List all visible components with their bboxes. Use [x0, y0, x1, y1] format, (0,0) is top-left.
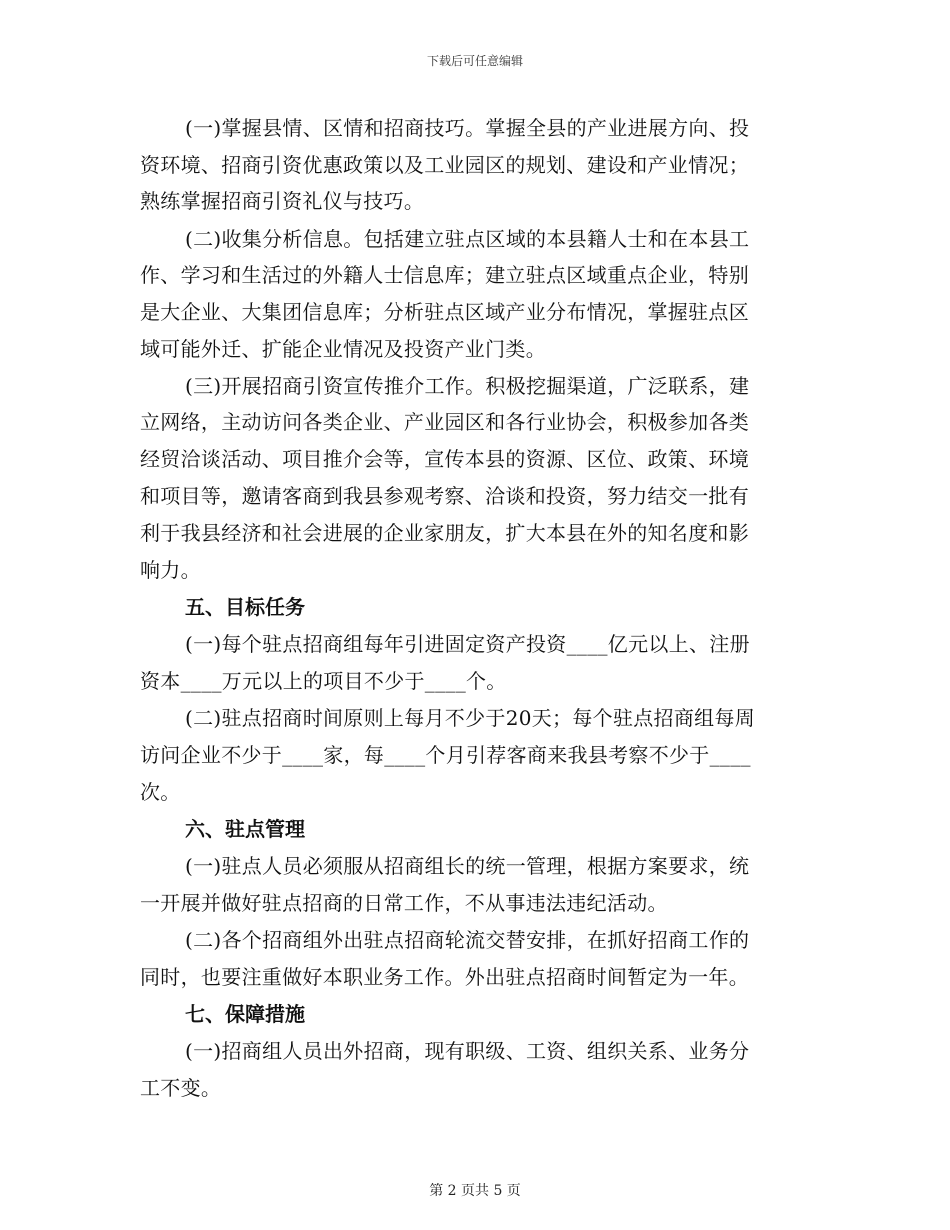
paragraph-line: 响力。	[140, 558, 201, 582]
paragraph-line: 和项目等，邀请客商到我县参观考察、洽谈和投资，努力结交一批有	[140, 484, 749, 508]
paragraph-line: 资本____万元以上的项目不少于____个。	[140, 669, 507, 693]
paragraph-line: 作、学习和生活过的外籍人士信息库；建立驻点区域重点企业，特别	[140, 263, 749, 287]
paragraph-line: 利于我县经济和社会进展的企业家朋友，扩大本县在外的知名度和影	[140, 521, 749, 545]
page-header: 下载后可任意编辑	[426, 54, 523, 68]
paragraph-line: 熟练掌握招商引资礼仪与技巧。	[140, 189, 425, 213]
paragraph-line: 一开展并做好驻点招商的日常工作，不从事违法违纪活动。	[140, 891, 668, 915]
paragraph-line: 是大企业、大集团信息库；分析驻点区域产业分布情况，掌握驻点区	[140, 300, 749, 324]
paragraph-line: 次。	[140, 780, 181, 804]
section-heading-targets: 五、目标任务	[185, 595, 305, 619]
paragraph-line: 经贸洽谈活动、项目推介会等，宣传本县的资源、区位、政策、环境	[140, 447, 749, 471]
paragraph-line: 资环境、招商引资优惠政策以及工业园区的规划、建设和产业情况；	[140, 153, 749, 177]
paragraph-line: 立网络，主动访问各类企业、产业园区和各行业协会，积极参加各类	[140, 410, 749, 434]
paragraph-line: 访问企业不少于____家，每____个月引荐客商来我县考察不少于____	[140, 743, 751, 767]
paragraph-line: 域可能外迁、扩能企业情况及投资产业门类。	[140, 337, 546, 361]
paragraph-line: (三)开展招商引资宣传推介工作。积极挖掘渠道，广泛联系，建	[185, 374, 750, 398]
paragraph-line: (二)各个招商组外出驻点招商轮流交替安排，在抓好招商工作的	[185, 928, 750, 952]
paragraph-line: (一)招商组人员出外招商，现有职级、工资、组织关系、业务分	[185, 1039, 750, 1063]
section-heading-safeguards: 七、保障措施	[185, 1002, 305, 1026]
paragraph-line: (一)掌握县情、区情和招商技巧。掌握全县的产业进展方向、投	[185, 116, 750, 140]
section-heading-management: 六、驻点管理	[185, 817, 305, 841]
paragraph-line: 工不变。	[140, 1076, 222, 1100]
paragraph-line: (二)驻点招商时间原则上每月不少于20天；每个驻点招商组每周	[185, 706, 756, 730]
paragraph-line: (一)驻点人员必须服从招商组长的统一管理，根据方案要求，统	[185, 854, 750, 878]
paragraph-line: (二)收集分析信息。包括建立驻点区域的本县籍人士和在本县工	[185, 227, 750, 251]
paragraph-line: 同时，也要注重做好本职业务工作。外出驻点招商时间暂定为一年。	[140, 965, 749, 989]
paragraph-line: (一)每个驻点招商组每年引进固定资产投资____亿元以上、注册	[185, 632, 750, 656]
page-footer: 第 2 页共 5 页	[429, 1183, 521, 1199]
